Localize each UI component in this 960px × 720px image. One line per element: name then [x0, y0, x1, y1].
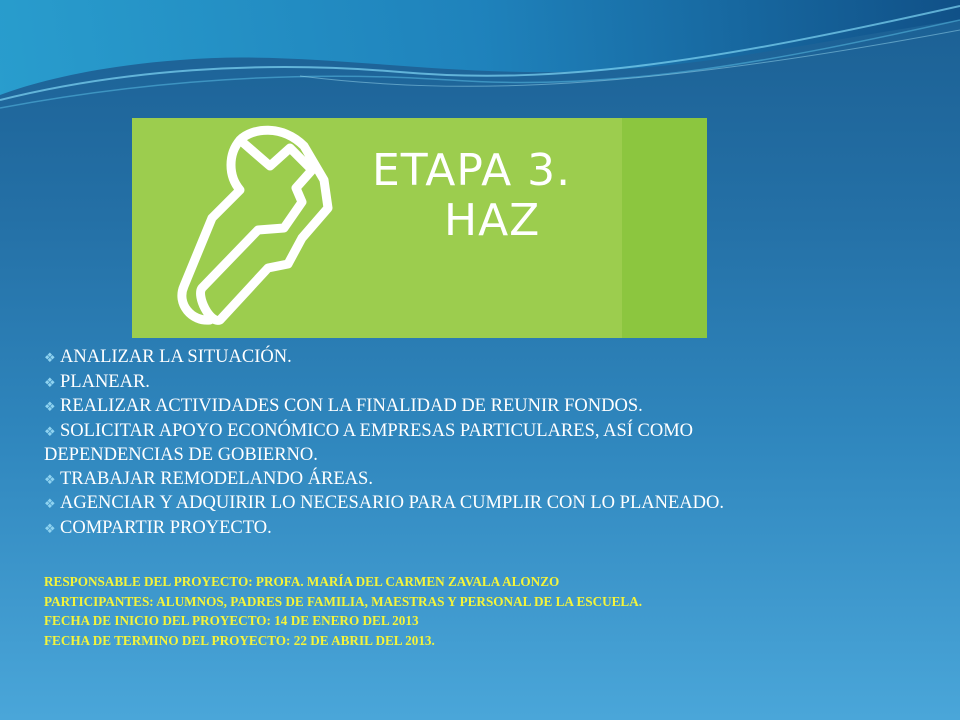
list-item [44, 371, 834, 396]
list-item [44, 420, 834, 468]
list-item [44, 492, 834, 517]
list-item-text: AGENCIAR Y ADQUIRIR LO NECESARIO PARA CUMPLIR CON LO PLANEADO. [60, 493, 724, 513]
participants-text: PARTICIPANTES: ALUMNOS, PADRES DE FAMILIA, MAESTRAS Y PERSONAL DE LA ESCUELA. [44, 593, 643, 609]
activities-list [44, 346, 834, 541]
start-date-text: FECHA DE INICIO DEL PROYECTO: 14 DE ENERO DEL 2013 [44, 613, 419, 628]
diamond-bullet-icon: ❖ [44, 521, 56, 537]
diamond-bullet-icon: ❖ [44, 497, 56, 512]
stage-title-line2: HAZ [444, 195, 541, 246]
responsible-text: RESPONSABLE DEL PROYECTO: PROFA. MARÍA DEL CARMEN ZAVALA ALONZO [44, 574, 560, 589]
end-date-text: FECHA DE TERMINO DEL PROYECTO: 22 DE ABRIL DEL 2013. [44, 632, 435, 648]
list-item [44, 395, 834, 420]
diamond-bullet-icon: ❖ [44, 351, 56, 366]
project-info [44, 572, 642, 650]
list-item-text: COMPARTIR PROYECTO. [60, 517, 272, 538]
list-item-text: TRABAJAR REMODELANDO ÁREAS. [60, 468, 373, 489]
diamond-bullet-icon: ❖ [44, 424, 56, 440]
stage-title [372, 146, 571, 246]
stage-title-line1: ETAPA 3. [372, 145, 572, 196]
diamond-bullet-icon: ❖ [44, 375, 56, 391]
stage-banner [132, 118, 707, 338]
list-item [44, 346, 834, 371]
list-item-text: SOLICITAR APOYO ECONÓMICO A EMPRESAS PARTICULARES, ASÍ COMO DEPENDENCIAS DE GOBIERNO. [44, 420, 694, 465]
list-item [44, 468, 834, 493]
list-item-text: REALIZAR ACTIVIDADES CON LA FINALIDAD DE REUNIR FONDOS. [60, 396, 643, 416]
list-item-text: ANALIZAR LA SITUACIÓN. [60, 347, 292, 367]
list-item [44, 517, 834, 542]
diamond-bullet-icon: ❖ [44, 472, 56, 488]
list-item-text: PLANEAR. [60, 371, 150, 392]
diamond-bullet-icon: ❖ [44, 400, 56, 415]
